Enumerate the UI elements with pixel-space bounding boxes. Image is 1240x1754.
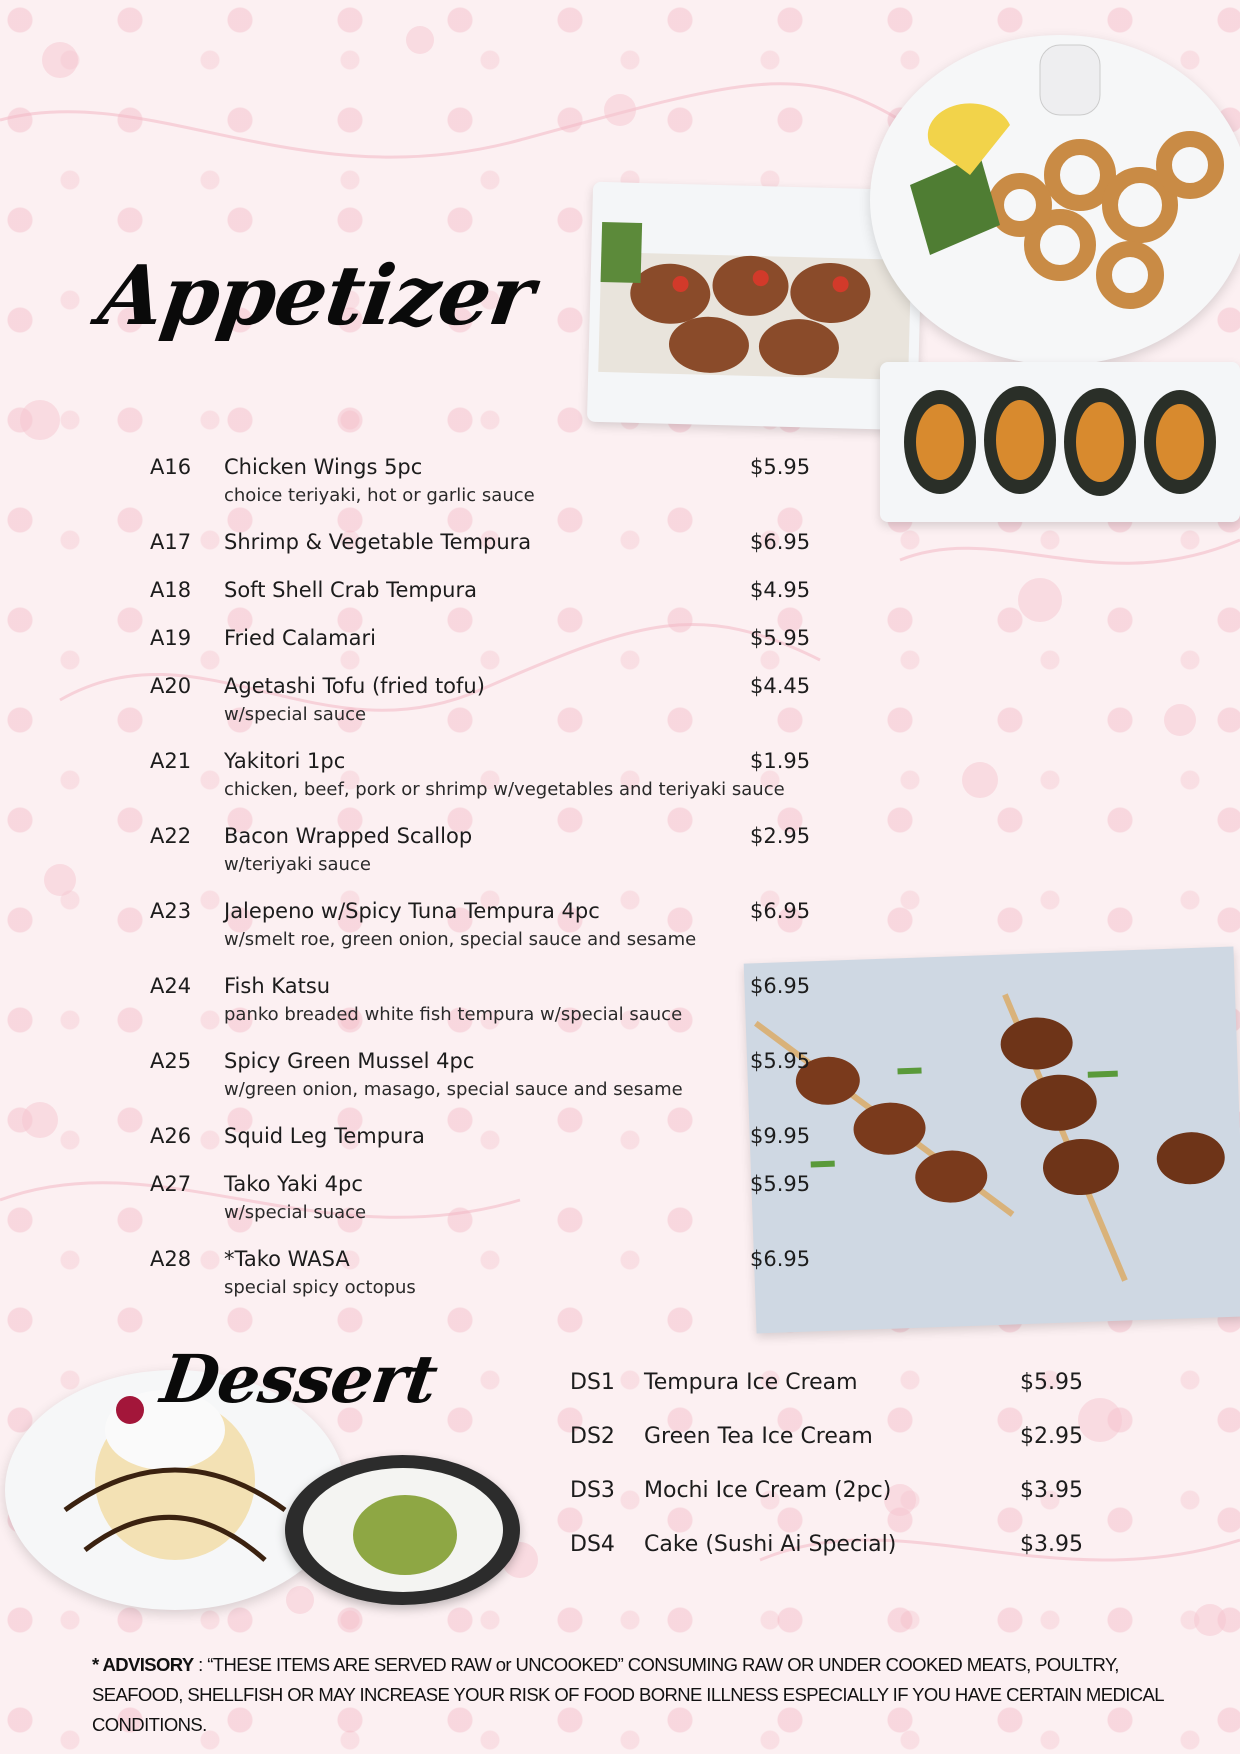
item-name: Spicy Green Mussel 4pc bbox=[224, 1049, 475, 1073]
item-code: A26 bbox=[150, 1124, 192, 1148]
item-description: w/special suace bbox=[224, 1202, 367, 1223]
green-tea-ice-cream-bowl-photo bbox=[285, 1455, 520, 1605]
item-name: Tako Yaki 4pc bbox=[224, 1172, 363, 1196]
item-price: $3.95 bbox=[1020, 1532, 1083, 1557]
item-code: A23 bbox=[150, 899, 192, 923]
item-name: Green Tea Ice Cream bbox=[644, 1424, 873, 1449]
item-name: Fish Katsu bbox=[224, 974, 331, 998]
item-description: w/teriyaki sauce bbox=[224, 854, 371, 875]
item-price: $4.45 bbox=[750, 674, 811, 698]
item-description: choice teriyaki, hot or garlic sauce bbox=[224, 485, 535, 506]
yakitori-skewer-photo bbox=[744, 947, 1240, 1334]
advisory-text: : “THESE ITEMS ARE SERVED RAW or UNCOOKED” CONSUMING RAW OR UNDER COOKED MEATS, POULTRY, SEAFOOD, SHELLFISH OR MAY INCREASE YOUR RISK OF FOOD BORNE ILLNESS ESPECIALLY IF YOU HAVE CERTAIN MEDICAL CONDITIONS. bbox=[92, 1654, 1164, 1735]
item-code: DS2 bbox=[570, 1424, 615, 1449]
item-code: DS3 bbox=[570, 1478, 615, 1503]
item-price: $2.95 bbox=[750, 824, 811, 848]
item-description: panko breaded white fish tempura w/special sauce bbox=[224, 1004, 683, 1025]
fried-calamari-plate-photo bbox=[870, 35, 1240, 365]
item-code: A21 bbox=[150, 749, 192, 773]
appetizer-section-title: Appetizer bbox=[93, 248, 540, 344]
item-price: $5.95 bbox=[1020, 1370, 1083, 1395]
green-mussel-plate-photo bbox=[880, 362, 1240, 522]
item-price: $2.95 bbox=[1020, 1424, 1083, 1449]
item-name: Squid Leg Tempura bbox=[224, 1124, 425, 1148]
item-code: A17 bbox=[150, 530, 192, 554]
raw-food-advisory bbox=[92, 1650, 1172, 1740]
item-description: special spicy octopus bbox=[224, 1277, 416, 1298]
mussels-icon bbox=[880, 362, 1240, 522]
item-name: Fried Calamari bbox=[224, 626, 376, 650]
matcha-scoop-icon bbox=[285, 1455, 520, 1605]
calamari-rings-icon bbox=[870, 35, 1240, 365]
item-code: A19 bbox=[150, 626, 192, 650]
item-code: DS4 bbox=[570, 1532, 615, 1557]
item-name: Mochi Ice Cream (2pc) bbox=[644, 1478, 892, 1503]
item-price: $5.95 bbox=[750, 1049, 811, 1073]
item-code: A22 bbox=[150, 824, 192, 848]
item-price: $4.95 bbox=[750, 578, 811, 602]
item-name: Yakitori 1pc bbox=[224, 749, 346, 773]
item-code: A18 bbox=[150, 578, 192, 602]
item-code: A25 bbox=[150, 1049, 192, 1073]
item-name: Chicken Wings 5pc bbox=[224, 455, 423, 479]
item-price: $5.95 bbox=[750, 455, 811, 479]
item-price: $9.95 bbox=[750, 1124, 811, 1148]
item-price: $6.95 bbox=[750, 899, 811, 923]
item-description: w/smelt roe, green onion, special sauce and sesame bbox=[224, 929, 697, 950]
item-code: A27 bbox=[150, 1172, 192, 1196]
item-price: $5.95 bbox=[750, 626, 811, 650]
item-name: Agetashi Tofu (fried tofu) bbox=[224, 674, 485, 698]
item-name: Tempura Ice Cream bbox=[644, 1370, 858, 1395]
item-description: chicken, beef, pork or shrimp w/vegetables and teriyaki sauce bbox=[224, 779, 785, 800]
item-price: $5.95 bbox=[750, 1172, 811, 1196]
advisory-label: * ADVISORY bbox=[92, 1654, 194, 1675]
item-description: w/green onion, masago, special sauce and sesame bbox=[224, 1079, 683, 1100]
item-price: $6.95 bbox=[750, 530, 811, 554]
item-code: DS1 bbox=[570, 1370, 615, 1395]
item-price: $6.95 bbox=[750, 974, 811, 998]
item-name: Shrimp & Vegetable Tempura bbox=[224, 530, 532, 554]
skewers-icon bbox=[744, 947, 1240, 1334]
item-price: $6.95 bbox=[750, 1247, 811, 1271]
dessert-section-title: Dessert bbox=[156, 1340, 442, 1418]
item-name: *Tako WASA bbox=[224, 1247, 350, 1271]
item-name: Jalepeno w/Spicy Tuna Tempura 4pc bbox=[224, 899, 600, 923]
item-code: A20 bbox=[150, 674, 192, 698]
item-name: Bacon Wrapped Scallop bbox=[224, 824, 473, 848]
item-price: $3.95 bbox=[1020, 1478, 1083, 1503]
item-code: A28 bbox=[150, 1247, 192, 1271]
item-price: $1.95 bbox=[750, 749, 811, 773]
item-name: Cake (Sushi Ai Special) bbox=[644, 1532, 897, 1557]
item-code: A16 bbox=[150, 455, 192, 479]
item-description: w/special sauce bbox=[224, 704, 367, 725]
item-code: A24 bbox=[150, 974, 192, 998]
item-name: Soft Shell Crab Tempura bbox=[224, 578, 477, 602]
